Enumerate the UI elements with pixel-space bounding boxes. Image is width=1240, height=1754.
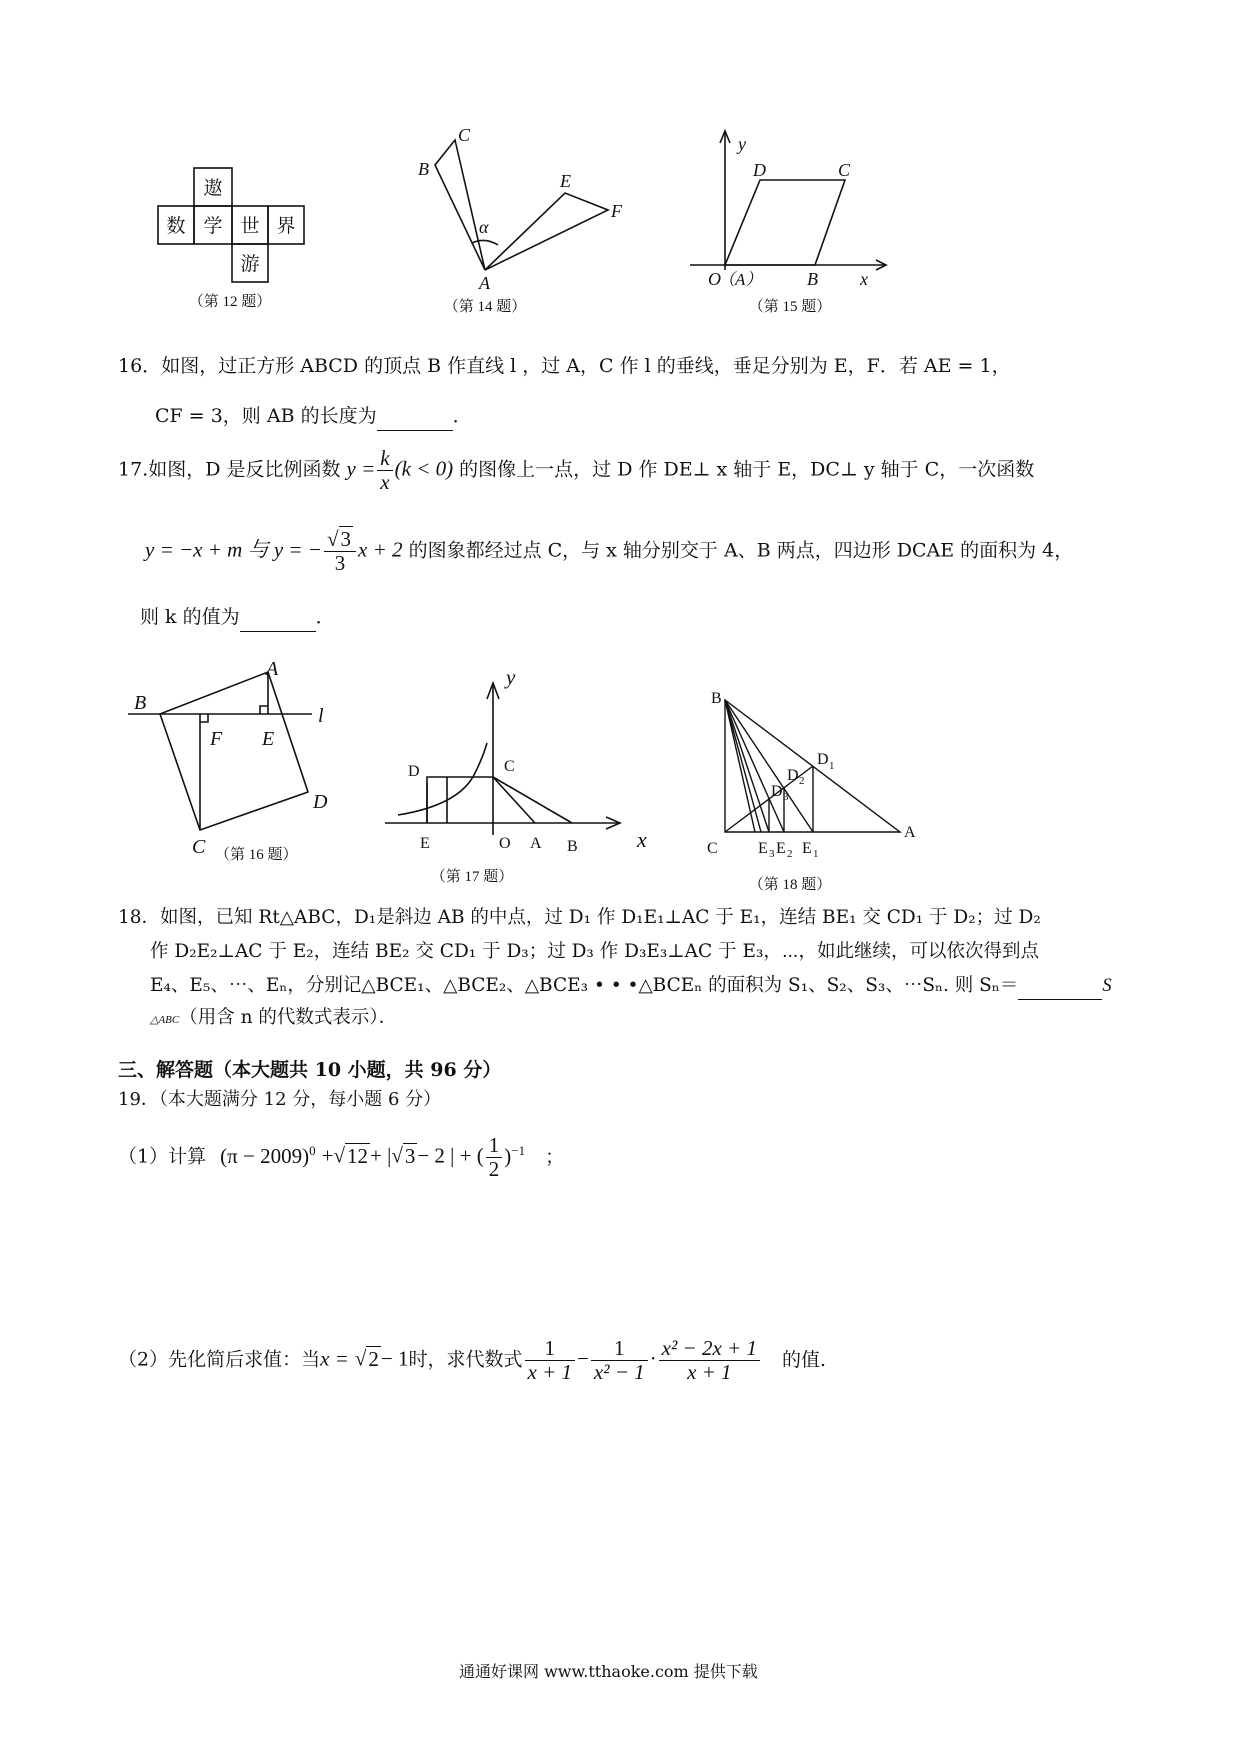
q18-text-3: E₄、E₅、⋯、Eₙ，分别记△BCE₁、△BCE₂、△BCE₃ • • •△BCEₙ 的面积为 S₁、S₂、S₃、⋯Sₙ. 则 Sₙ＝: [150, 975, 1019, 996]
q17-eq-2: x + 2: [358, 537, 403, 562]
page-footer: 通通好课网 www.tthaoke.com 提供下载: [459, 1662, 758, 1681]
q17-number: 17.: [118, 458, 149, 481]
q18-s: S: [1102, 976, 1112, 996]
label-x: x: [637, 827, 647, 852]
figure-caption: （第 12 题）: [188, 294, 272, 310]
answer-blank: [377, 404, 453, 431]
figure-12: [150, 160, 330, 325]
label-a: A: [266, 658, 279, 680]
label-a: （A）: [718, 270, 763, 289]
q18-text-1: 18．如图，已知 Rt△ABC，D₁是斜边 AB 的中点，过 D₁ 作 D₁E₁⊥AC 于 E₁，连结 BE₁ 交 CD₁ 于 D₂；过 D₂: [118, 907, 1041, 928]
q19-fraction-half: $\frac{1}{2}$: [486, 1134, 503, 1181]
cell-text: 界: [276, 216, 296, 237]
q17-condition: (k < 0): [394, 456, 454, 481]
figure-15: [680, 125, 905, 325]
q16-text-2: CF = 3，则 AB 的长度为: [155, 405, 377, 427]
q19-part1-end: ；: [545, 1145, 565, 1168]
label-b: B: [418, 159, 429, 179]
label-a: A: [904, 824, 916, 841]
frac-den: x: [380, 470, 390, 495]
subscript: 3: [783, 791, 789, 803]
label-alpha: α: [479, 217, 489, 237]
label-c: C: [458, 125, 471, 145]
figure-16: [120, 660, 350, 875]
q18-text-2: 作 D₂E₂⊥AC 于 E₂，连结 BE₂ 交 CD₁ 于 D₃；过 D₃ 作 D₃E₃⊥AC 于 E₃，⋯，如此继续，可以依次得到点: [150, 941, 1040, 962]
q17-period: ．: [315, 606, 335, 628]
label-d: D: [313, 791, 328, 813]
q19-minus: −: [577, 1346, 589, 1371]
q17-line2: [145, 528, 1073, 575]
frac-num: √3: [324, 528, 356, 552]
label-e2: E: [776, 840, 786, 857]
label-d3: D: [771, 783, 783, 800]
figure-18: [705, 690, 945, 895]
label-d2: D: [787, 767, 799, 784]
label-f: F: [611, 201, 622, 221]
q17-fraction-sqrt3-over-3: [324, 528, 356, 575]
label-e1: E: [802, 840, 812, 857]
answer-blank: [1018, 974, 1102, 1000]
q19-plus: +: [321, 1143, 334, 1168]
q19-fraction-2: $\frac{1}{\text{x² − 1}}$: [591, 1337, 648, 1384]
q18-sub-abc: △ABC: [150, 1014, 180, 1026]
q17-text-3: 的图象都经过点 C，与 x 轴分别交于 A、B 两点，四边形 DCAE 的面积为 4，: [408, 539, 1074, 562]
q19-fraction-3: $\frac{\text{x² − 2x + 1}}{x + 1}$: [659, 1337, 760, 1384]
q19-sqrt12: √12: [333, 1143, 368, 1168]
label-e3: E: [758, 840, 768, 857]
label-d1: D: [817, 751, 829, 768]
label-a: A: [530, 835, 542, 852]
cell-text: 数: [166, 216, 186, 237]
figure-caption: （第 14 题）: [443, 299, 527, 315]
figure-caption: （第 18 题）: [748, 877, 832, 893]
q18-line3: [150, 974, 1112, 1000]
figure-17: [380, 665, 665, 890]
q19-expr-c: + |: [370, 1143, 392, 1168]
label-e: E: [560, 171, 571, 191]
subscript: 2: [787, 848, 793, 860]
q19-part1-label: （1）计算: [118, 1145, 207, 1168]
q19-head: 19．（本大题满分 12 分，每小题 6 分）: [118, 1089, 442, 1110]
cell-text: 世: [240, 216, 260, 237]
q17-line3: [140, 605, 335, 632]
label-b: B: [807, 269, 818, 289]
q17-line1: [118, 447, 1034, 494]
q18-text-4: （用含 n 的代数式表示）．: [179, 1007, 398, 1028]
q19-fraction-1: $\frac{1}{x + 1}$: [525, 1337, 576, 1384]
subscript: 3: [769, 848, 775, 860]
label-b: B: [567, 838, 578, 855]
subscript: 1: [829, 760, 835, 772]
label-y: y: [506, 665, 516, 689]
q17-eq-1: y = −x + m 与 y = −: [145, 537, 322, 562]
q19-part2-end: 的值.: [782, 1348, 827, 1371]
label-x: x: [860, 269, 868, 289]
label-b: B: [134, 692, 147, 714]
q19-minus1: − 1: [380, 1346, 409, 1371]
q19-part2-mid: 时，求代数式: [408, 1348, 523, 1371]
cell-text: 学: [203, 216, 223, 237]
q19-sqrt3: √3: [391, 1143, 416, 1168]
q17-y-eq: y =: [346, 456, 376, 481]
subscript: 2: [799, 775, 805, 787]
label-o: O: [499, 835, 511, 852]
q18-line4: [150, 1006, 397, 1031]
label-y: y: [738, 134, 746, 154]
label-b: B: [711, 690, 722, 707]
q19-expr-e: )$^{-1}$: [504, 1142, 526, 1168]
figure-caption: （第 17 题）: [430, 869, 514, 885]
q19-part2: [118, 1337, 826, 1384]
q19-part2-label: （2）先化简后求值：当: [118, 1348, 321, 1371]
q17-fraction-k-over-x: [377, 447, 392, 494]
q19-expr-a: $(\pi - 2009)^0$: [220, 1142, 316, 1168]
label-l: l: [318, 705, 324, 727]
q16-text: 如图，过正方形 ABCD 的顶点 B 作直线 l ，过 A，C 作 l 的垂线，垂足分别为 E，F．若 AE = 1，: [161, 355, 1011, 377]
label-d: D: [753, 160, 766, 180]
label-o: O: [708, 269, 721, 289]
label-e: E: [262, 728, 275, 750]
q16-line1: [118, 354, 1011, 380]
q17-text-4: 则 k 的值为: [140, 606, 240, 628]
label-c: C: [504, 758, 515, 775]
label-d: D: [408, 763, 420, 780]
q19-dot: ·: [649, 1346, 657, 1371]
figure-caption: （第 15 题）: [748, 299, 832, 315]
q19-sqrt2: √2: [354, 1346, 379, 1371]
label-c: C: [192, 836, 206, 858]
frac-num: k: [377, 447, 392, 471]
subscript: 1: [813, 848, 819, 860]
q17-text-1: 如图，D 是反比例函数: [148, 458, 341, 481]
cell-text: 游: [240, 254, 260, 275]
q17-text-2: 的图像上一点，过 D 作 DE⊥ x 轴于 E，DC⊥ y 轴于 C，一次函数: [459, 458, 1035, 481]
label-c: C: [707, 840, 718, 857]
label-e: E: [420, 835, 430, 852]
figure-caption: （第 16 题）: [215, 847, 298, 863]
figure-14: [400, 125, 630, 315]
label-a: A: [479, 273, 490, 293]
q16-number: 16．: [118, 355, 162, 377]
section-heading: 三、解答题（本大题共 10 小题，共 96 分）: [118, 1059, 502, 1081]
cell-text: 遨: [203, 178, 223, 199]
label-f: F: [210, 728, 223, 750]
q16-period: ．: [452, 405, 472, 427]
answer-blank: [240, 605, 316, 632]
q19-part1: [118, 1134, 564, 1181]
q18-line1: [118, 906, 1041, 931]
label-c: C: [838, 160, 851, 180]
q18-line2: [150, 940, 1039, 965]
q19-expr-d: − 2 | + (: [417, 1143, 484, 1168]
frac-den: 3: [334, 551, 346, 576]
q16-line2: [155, 404, 472, 431]
q19-x-eq: x =: [320, 1346, 349, 1371]
